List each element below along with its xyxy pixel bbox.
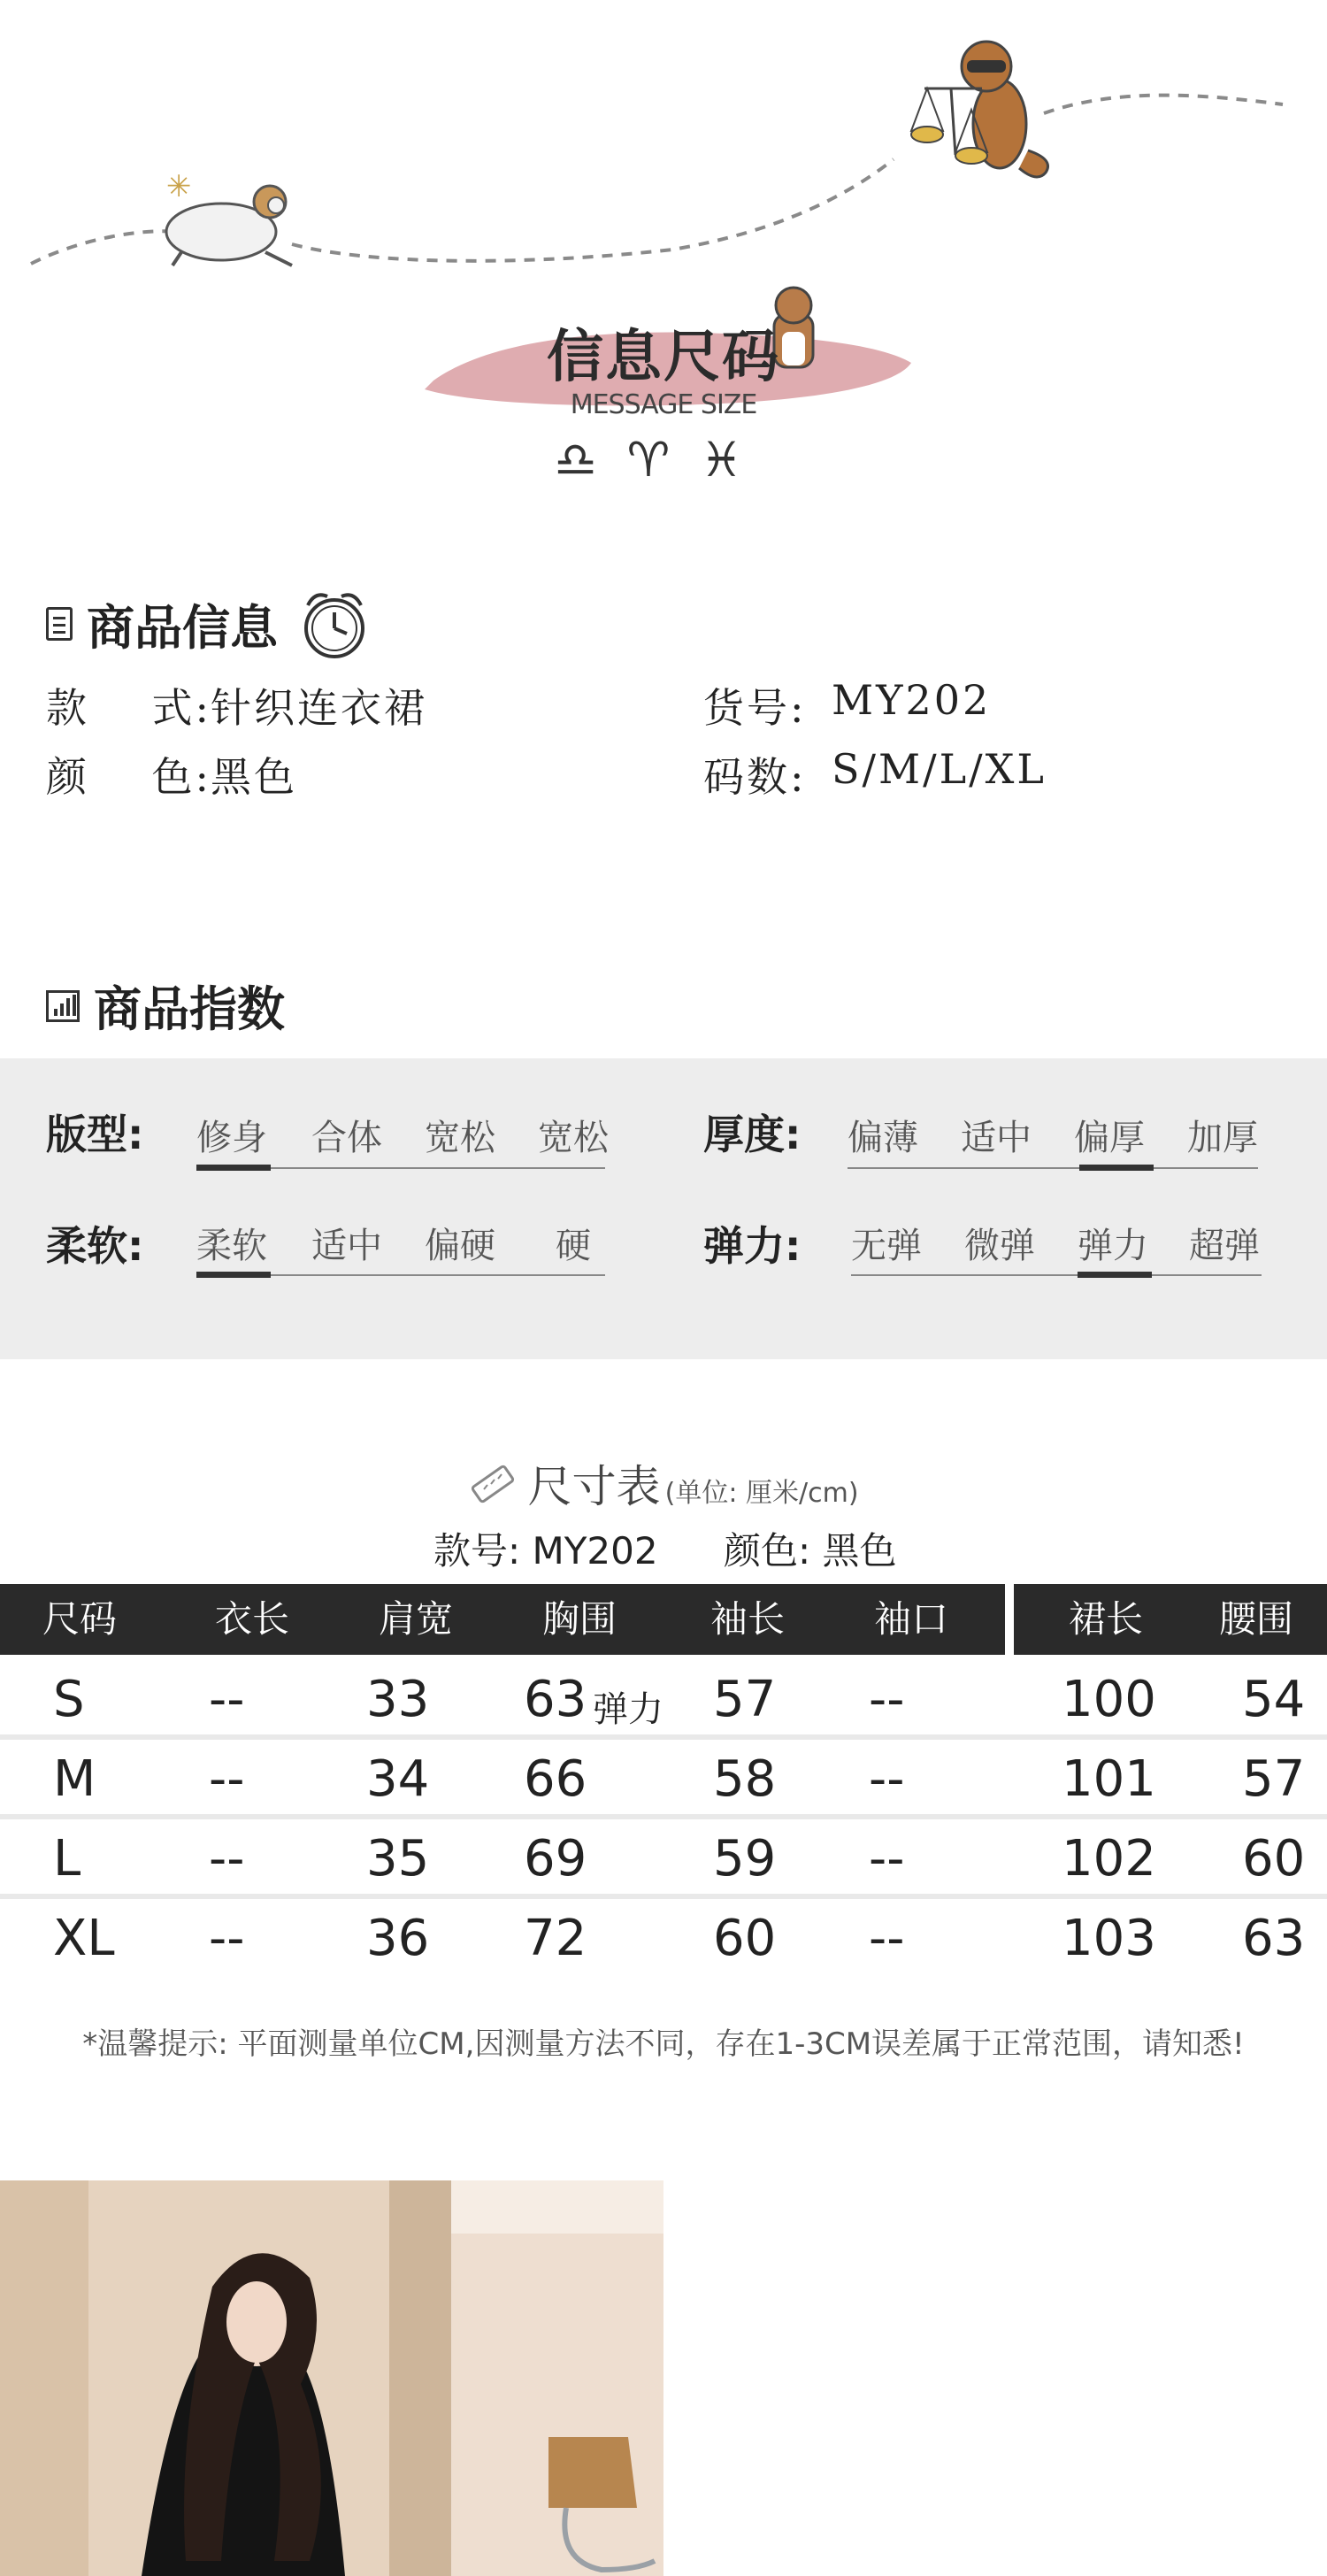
fit-option: 宽松 bbox=[538, 1118, 609, 1158]
header-sleeve: 袖长 bbox=[710, 1597, 785, 1641]
table-cell: -- bbox=[869, 1830, 905, 1888]
table-cell: 36 bbox=[366, 1910, 430, 1967]
table-cell: 101 bbox=[1062, 1750, 1156, 1808]
product-info-heading bbox=[46, 584, 380, 664]
product-index-title: 商品指数 bbox=[94, 981, 285, 1037]
elasticity-option: 无弹 bbox=[851, 1226, 922, 1266]
fit-label: 版型: bbox=[46, 1111, 144, 1158]
elasticity-selected-marker bbox=[1078, 1272, 1152, 1278]
table-cell: 100 bbox=[1062, 1671, 1156, 1728]
table-cell: 57 bbox=[1242, 1750, 1306, 1808]
table-cell: 34 bbox=[366, 1750, 430, 1808]
table-cell: 63 bbox=[524, 1671, 587, 1728]
zodiac-symbols: ♎♈♓ bbox=[554, 432, 773, 488]
table-cell: 58 bbox=[713, 1750, 777, 1808]
header-waist: 腰围 bbox=[1218, 1597, 1293, 1641]
row-divider bbox=[0, 1894, 1327, 1899]
header-bust: 胸围 bbox=[541, 1597, 617, 1641]
size-table-sku: 款号: MY202 bbox=[433, 1529, 658, 1573]
table-cell: 54 bbox=[1242, 1671, 1306, 1728]
bar-chart-icon bbox=[46, 990, 80, 1022]
table-cell: 60 bbox=[1242, 1830, 1306, 1888]
color-label: 颜 色: bbox=[46, 753, 211, 801]
header-title: 信息尺码 bbox=[547, 325, 780, 390]
thickness-label: 厚度: bbox=[703, 1111, 802, 1158]
thickness-option: 偏薄 bbox=[848, 1118, 918, 1158]
header-shoulder: 肩宽 bbox=[378, 1597, 453, 1641]
thickness-selected-marker bbox=[1079, 1165, 1154, 1171]
row-divider bbox=[0, 1734, 1327, 1740]
product-index-panel bbox=[0, 1058, 1327, 1359]
size-table-title: 尺寸表 bbox=[527, 1461, 661, 1512]
table-cell: -- bbox=[209, 1671, 245, 1728]
fit-selected-marker bbox=[196, 1165, 271, 1171]
fit-option: 修身 bbox=[196, 1118, 267, 1158]
row-divider bbox=[0, 1814, 1327, 1819]
table-cell: 33 bbox=[366, 1671, 430, 1728]
table-cell: -- bbox=[869, 1750, 905, 1808]
thickness-scale-line bbox=[848, 1167, 1258, 1169]
header-size: 尺码 bbox=[42, 1597, 117, 1641]
header-skirt-length: 裙长 bbox=[1068, 1597, 1143, 1641]
ruler-icon bbox=[468, 1463, 518, 1507]
alarm-clock-icon bbox=[292, 584, 380, 664]
table-cell: -- bbox=[209, 1910, 245, 1967]
softness-option: 适中 bbox=[311, 1226, 382, 1266]
size-table-unit: (单位: 厘米/cm) bbox=[664, 1478, 859, 1509]
elasticity-option: 微弹 bbox=[964, 1226, 1035, 1266]
sizes-value: S/M/L/XL bbox=[832, 745, 1047, 793]
ram-icon bbox=[166, 169, 292, 265]
document-icon bbox=[46, 607, 73, 641]
model-photo bbox=[0, 2180, 664, 2576]
thickness-option: 加厚 bbox=[1187, 1118, 1258, 1158]
softness-option: 硬 bbox=[556, 1226, 591, 1266]
table-cell: 57 bbox=[713, 1671, 777, 1728]
table-cell: 59 bbox=[713, 1830, 777, 1888]
table-cell: 63 bbox=[1242, 1910, 1306, 1967]
svg-text:✳: ✳ bbox=[166, 169, 192, 204]
table-cell: -- bbox=[209, 1750, 245, 1808]
softness-label: 柔软: bbox=[46, 1222, 144, 1270]
style-value: 针织连衣裙 bbox=[211, 684, 427, 732]
table-cell: XL bbox=[53, 1910, 115, 1967]
softness-option: 柔软 bbox=[196, 1226, 267, 1266]
thickness-option: 偏厚 bbox=[1074, 1118, 1145, 1158]
table-cell: 60 bbox=[713, 1910, 777, 1967]
style-label: 款 式: bbox=[46, 684, 211, 732]
table-cell: L bbox=[53, 1830, 81, 1888]
table-cell: S bbox=[53, 1671, 85, 1728]
header-subtitle: MESSAGE SIZE bbox=[570, 389, 757, 420]
elasticity-label: 弹力: bbox=[703, 1222, 802, 1270]
table-cell: 102 bbox=[1062, 1830, 1156, 1888]
table-cell: 69 bbox=[524, 1830, 587, 1888]
softness-option: 偏硬 bbox=[425, 1226, 495, 1266]
fit-option: 宽松 bbox=[425, 1118, 495, 1158]
measurement-note: *温馨提示: 平面测量单位CM,因测量方法不同，存在1-3CM误差属于正常范围，请知悉! bbox=[82, 2026, 1245, 2062]
table-cell: M bbox=[53, 1750, 96, 1808]
table-cell: 72 bbox=[524, 1910, 587, 1967]
elasticity-option: 弹力 bbox=[1078, 1226, 1148, 1266]
elasticity-option: 超弹 bbox=[1189, 1226, 1260, 1266]
elasticity-scale-line bbox=[851, 1274, 1262, 1276]
sku-label: 货号: bbox=[703, 684, 807, 732]
color-value: 黑色 bbox=[211, 753, 297, 801]
header-length: 衣长 bbox=[214, 1597, 289, 1641]
header-cuff: 袖口 bbox=[873, 1597, 948, 1641]
table-cell: -- bbox=[869, 1910, 905, 1967]
table-cell: -- bbox=[869, 1671, 905, 1728]
thickness-option: 适中 bbox=[961, 1118, 1032, 1158]
raccoon-with-scale-icon bbox=[911, 42, 1048, 177]
fit-option: 合体 bbox=[311, 1118, 382, 1158]
table-cell: 35 bbox=[366, 1830, 430, 1888]
size-table-title-row bbox=[0, 1451, 1327, 1515]
size-table-color: 颜色: 黑色 bbox=[724, 1529, 897, 1573]
table-cell: 66 bbox=[524, 1750, 587, 1808]
sizes-label: 码数: bbox=[703, 753, 807, 801]
bust-elastic-note: 弹力 bbox=[593, 1689, 664, 1730]
sku-value: MY202 bbox=[832, 676, 992, 724]
product-index-heading bbox=[46, 972, 285, 1040]
product-info-title: 商品信息 bbox=[87, 599, 278, 656]
table-cell: 103 bbox=[1062, 1910, 1156, 1967]
table-cell: -- bbox=[209, 1830, 245, 1888]
softness-selected-marker bbox=[196, 1272, 271, 1278]
